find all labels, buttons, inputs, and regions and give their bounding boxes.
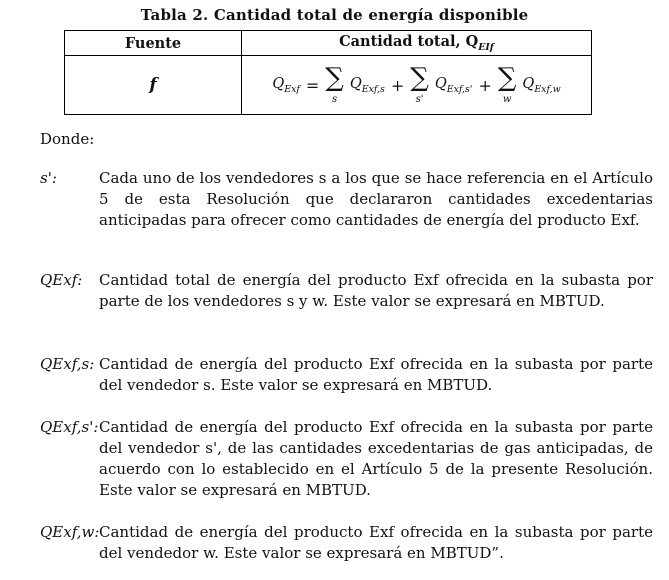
definition-item <box>40 522 653 564</box>
cell-source-f: f <box>65 56 242 115</box>
definition-symbol: QExf: <box>40 271 83 289</box>
definition-item <box>40 354 653 396</box>
definition-item <box>40 168 653 231</box>
header-cantidad-total: Cantidad total, $Q_{EIf}$ <box>242 31 592 56</box>
table-title: Tabla 2. Cantidad total de energía disponible <box>140 6 529 24</box>
sum-symbol-icon: ∑ s <box>325 63 344 105</box>
definition-text: Cantidad de energía del producto Exf ofrecida en la subasta por parte del vendedor s. Este valor se expresará en MBTUD. <box>99 355 653 394</box>
cell-formula <box>242 56 592 115</box>
total-energy-formula: $Q_{Exf}$ = ∑ s $Q_{Exf,s}$ + ∑ s' $Q_{Exf,s'}$ + ∑ w $Q_{Exf,w}$ <box>272 63 561 105</box>
definition-text: Cantidad de energía del producto Exf ofrecida en la subasta por parte del vendedor w. Este valor se expresará en MBTUD”. <box>99 523 653 562</box>
definition-item <box>40 270 653 312</box>
definition-symbol: QExf,w: <box>40 523 100 541</box>
where-label: Donde: <box>40 130 95 148</box>
definition-symbol: QExf,s': <box>40 418 99 436</box>
definition-symbol: QExf,s: <box>40 355 95 373</box>
sum-symbol-icon: ∑ s' <box>410 63 429 105</box>
definition-item <box>40 417 653 501</box>
definition-symbol: s': <box>40 169 57 187</box>
sum-symbol-icon: ∑ w <box>497 63 517 105</box>
definition-text: Cantidad de energía del producto Exf ofrecida en la subasta por parte del vendedor s', de las cantidades excedentarias de gas anticipadas, de acuerdo con lo establecido en el Artículo 5 de la presente Resolución. Este valor se expresará en MBTUD. <box>99 418 653 499</box>
header-fuente: Fuente <box>65 31 242 56</box>
definition-text: Cada uno de los vendedores s a los que se hace referencia en el Artículo 5 de esta Resolución que declararon cantidades excedentarias anticipadas para ofrecer como cantidades de energía del producto Exf. <box>99 169 653 229</box>
definition-text: Cantidad total de energía del producto Exf ofrecida en la subasta por parte de los vendedores s y w. Este valor se expresará en MBTUD. <box>99 271 653 310</box>
energy-table <box>64 30 592 115</box>
